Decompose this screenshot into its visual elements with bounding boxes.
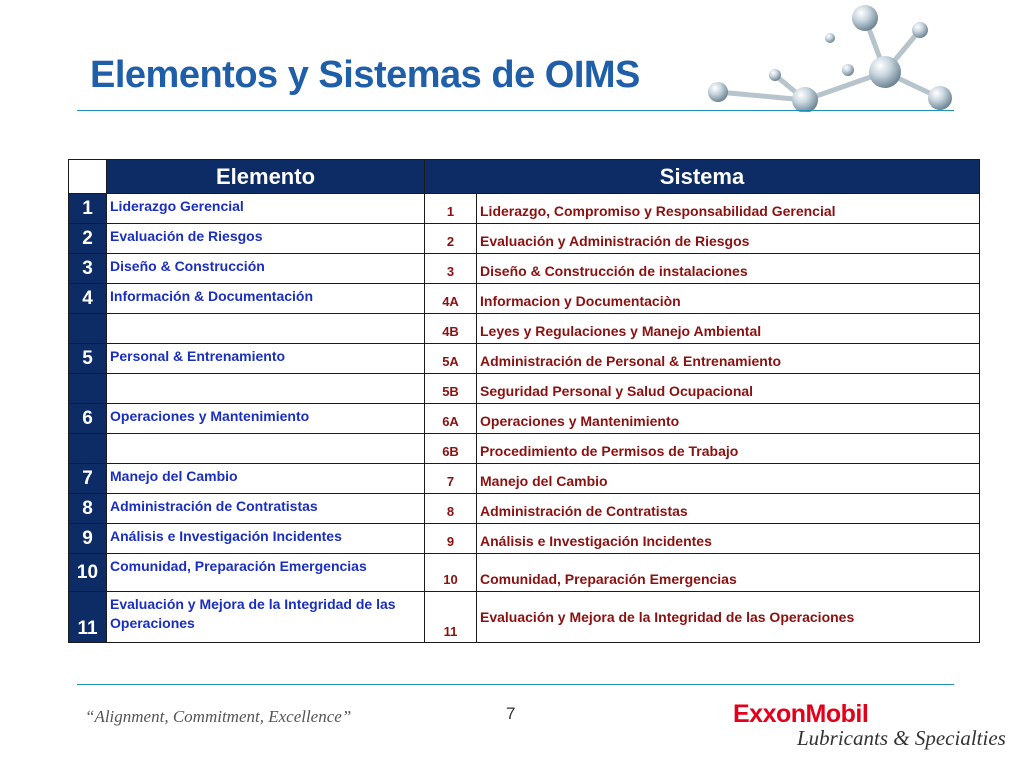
- table-row: [69, 434, 980, 464]
- element-number: 11: [69, 592, 107, 643]
- element-number: [69, 314, 107, 344]
- page-title: Elementos y Sistemas de OIMS: [90, 54, 640, 96]
- element-number: 3: [69, 254, 107, 284]
- header-elemento: Elemento: [107, 160, 425, 194]
- element-name: [107, 314, 425, 344]
- element-number: [69, 434, 107, 464]
- table-row: [69, 404, 980, 434]
- system-id: 6B: [425, 434, 477, 464]
- system-id: 10: [425, 554, 477, 592]
- element-name: Administración de Contratistas: [107, 494, 425, 524]
- element-name: Información & Documentación: [107, 284, 425, 314]
- table-row: [69, 284, 980, 314]
- system-id: 8: [425, 494, 477, 524]
- table-row: [69, 374, 980, 404]
- page-number: 7: [506, 704, 516, 723]
- table-row: [69, 314, 980, 344]
- system-name: Diseño & Construcción de instalaciones: [477, 254, 980, 284]
- system-id: 9: [425, 524, 477, 554]
- element-name: Personal & Entrenamiento: [107, 344, 425, 374]
- element-number: 10: [69, 554, 107, 592]
- element-name: Evaluación y Mejora de la Integridad de las Operaciones: [107, 592, 425, 643]
- system-id: 11: [425, 592, 477, 643]
- title-divider: [77, 110, 954, 111]
- system-name: Manejo del Cambio: [477, 464, 980, 494]
- system-id: 4B: [425, 314, 477, 344]
- system-name: Operaciones y Mantenimiento: [477, 404, 980, 434]
- element-number: 5: [69, 344, 107, 374]
- element-name: Comunidad, Preparación Emergencias: [107, 554, 425, 592]
- system-name: Leyes y Regulaciones y Manejo Ambiental: [477, 314, 980, 344]
- system-name: Análisis e Investigación Incidentes: [477, 524, 980, 554]
- table-row: [69, 592, 980, 643]
- division-name: Lubricants & Specialties: [797, 726, 1006, 750]
- element-number: 6: [69, 404, 107, 434]
- element-number: [69, 374, 107, 404]
- system-id: 2: [425, 224, 477, 254]
- element-number: 7: [69, 464, 107, 494]
- footer-tagline: “Alignment, Commitment, Excellence”: [85, 707, 352, 726]
- element-name: [107, 374, 425, 404]
- header-sistema: Sistema: [425, 160, 980, 194]
- system-id: 5B: [425, 374, 477, 404]
- oims-table-body: [69, 194, 980, 643]
- system-name: Procedimiento de Permisos de Trabajo: [477, 434, 980, 464]
- system-name: Evaluación y Administración de Riesgos: [477, 224, 980, 254]
- system-id: 4A: [425, 284, 477, 314]
- header-blank-cell: [69, 160, 107, 194]
- element-number: 4: [69, 284, 107, 314]
- system-id: 5A: [425, 344, 477, 374]
- system-id: 3: [425, 254, 477, 284]
- element-name: Manejo del Cambio: [107, 464, 425, 494]
- element-number: 8: [69, 494, 107, 524]
- table-row: [69, 524, 980, 554]
- system-id: 6A: [425, 404, 477, 434]
- table-row: [69, 224, 980, 254]
- brand-logo: ExxonMobil: [733, 700, 869, 728]
- element-number: 9: [69, 524, 107, 554]
- element-number: 2: [69, 224, 107, 254]
- table-row: [69, 554, 980, 592]
- element-name: Liderazgo Gerencial: [107, 194, 425, 224]
- element-name: Evaluación de Riesgos: [107, 224, 425, 254]
- system-id: 1: [425, 194, 477, 224]
- element-name: Operaciones y Mantenimiento: [107, 404, 425, 434]
- element-name: Análisis e Investigación Incidentes: [107, 524, 425, 554]
- table-row: [69, 494, 980, 524]
- system-id: 7: [425, 464, 477, 494]
- system-name: Comunidad, Preparación Emergencias: [477, 554, 980, 592]
- system-name: Informacion y Documentaciòn: [477, 284, 980, 314]
- element-name: Diseño & Construcción: [107, 254, 425, 284]
- system-name: Liderazgo, Compromiso y Responsabilidad Gerencial: [477, 194, 980, 224]
- molecule-illustration: [700, 0, 960, 112]
- table-row: [69, 344, 980, 374]
- table-row: [69, 194, 980, 224]
- system-name: Administración de Personal & Entrenamiento: [477, 344, 980, 374]
- oims-table: [68, 159, 980, 643]
- table-row: [69, 464, 980, 494]
- footer-divider: [77, 684, 954, 685]
- system-name: Seguridad Personal y Salud Ocupacional: [477, 374, 980, 404]
- element-name: [107, 434, 425, 464]
- system-name: Evaluación y Mejora de la Integridad de las Operaciones: [477, 592, 980, 643]
- element-number: 1: [69, 194, 107, 224]
- table-row: [69, 254, 980, 284]
- system-name: Administración de Contratistas: [477, 494, 980, 524]
